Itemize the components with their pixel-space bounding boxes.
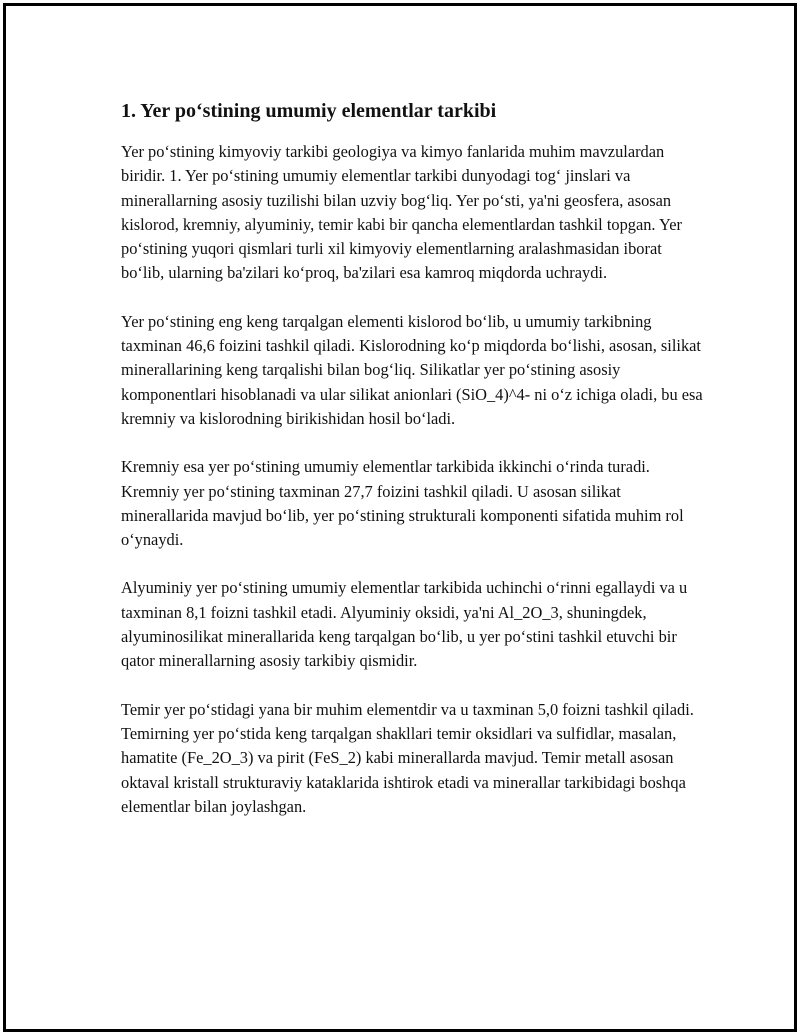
document-title: 1. Yer po‘stining umumiy elementlar tarkibi [121,100,497,122]
paragraph-aluminium: Alyuminiy yer po‘stining umumiy elementlar tarkibida uchinchi o‘rinni egallaydi va u taxminan 8,1 foizni tashkil etadi. Alyuminiy oksidi, ya'ni Al_2O_3, shuningdek, alyuminosilikat minerallarida keng tarqalgan bo‘lib, u yer po‘stini tashkil etuvchi bir qator minerallarning asosiy tarkibiy qismidir. [121,578,688,671]
paragraph-iron: Temir yer po‘stidagi yana bir muhim elementdir va u taxminan 5,0 foizni tashkil qiladi. Temirning yer po‘stida keng tarqalgan shakllari temir oksidlari va sulfidlar, masalan, hamatite (Fe_2O_3) va pirit (FeS_2) kabi minerallarda mavjud. Temir metall asosan oktaval kristall strukturaviy kataklarida ishtirok etadi va minerallar tarkibidagi boshqa elementlar bilan joylashgan. [121,699,694,816]
paragraph-intro: Yer po‘stining kimyoviy tarkibi geologiya va kimyo fanlarida muhim mavzulardan biridir. 1. Yer po‘stining umumiy elementlar tarkibi dunyodagi tog‘ jinslari va minerallarning asosiy tuzilishi bilan uzviy bog‘liq. Yer po‘sti, ya'ni geosfera, asosan kislorod, kremniy, alyuminiy, temir kabi bir qancha elementlardan tashkil topgan. Yer po‘stining yuqori qismlari turli xil kimyoviy elementlarning aralashmasidan iborat bo‘lib, ularning ba'zilari ko‘proq, ba'zilari esa kamroq miqdorda uchraydi. [121,142,682,283]
page-frame [3,3,797,1032]
paragraph-oxygen: Yer po‘stining eng keng tarqalgan elementi kislorod bo‘lib, u umumiy tarkibning taxminan 46,6 foizini tashkil qiladi. Kislorodning ko‘p miqdorda bo‘lishi, asosan, silikat minerallarining keng tarqalishi bilan bog‘liq. Silikatlar yer po‘stining asosiy komponentlari hisoblanadi va ular silikat anionlari (SiO_4)^4- ni o‘z ichiga oladi, bu esa kremniy va kislorodning birikishidan hosil bo‘ladi. [121,311,703,428]
paragraph-silicon: Kremniy esa yer po‘stining umumiy elementlar tarkibida ikkinchi o‘rinda turadi. Kremniy yer po‘stining taxminan 27,7 foizini tashkil qiladi. U asosan silikat minerallarida mavjud bo‘lib, yer po‘stining strukturali komponenti sifatida muhim rol o‘ynaydi. [121,457,684,550]
document-body [121,96,706,843]
